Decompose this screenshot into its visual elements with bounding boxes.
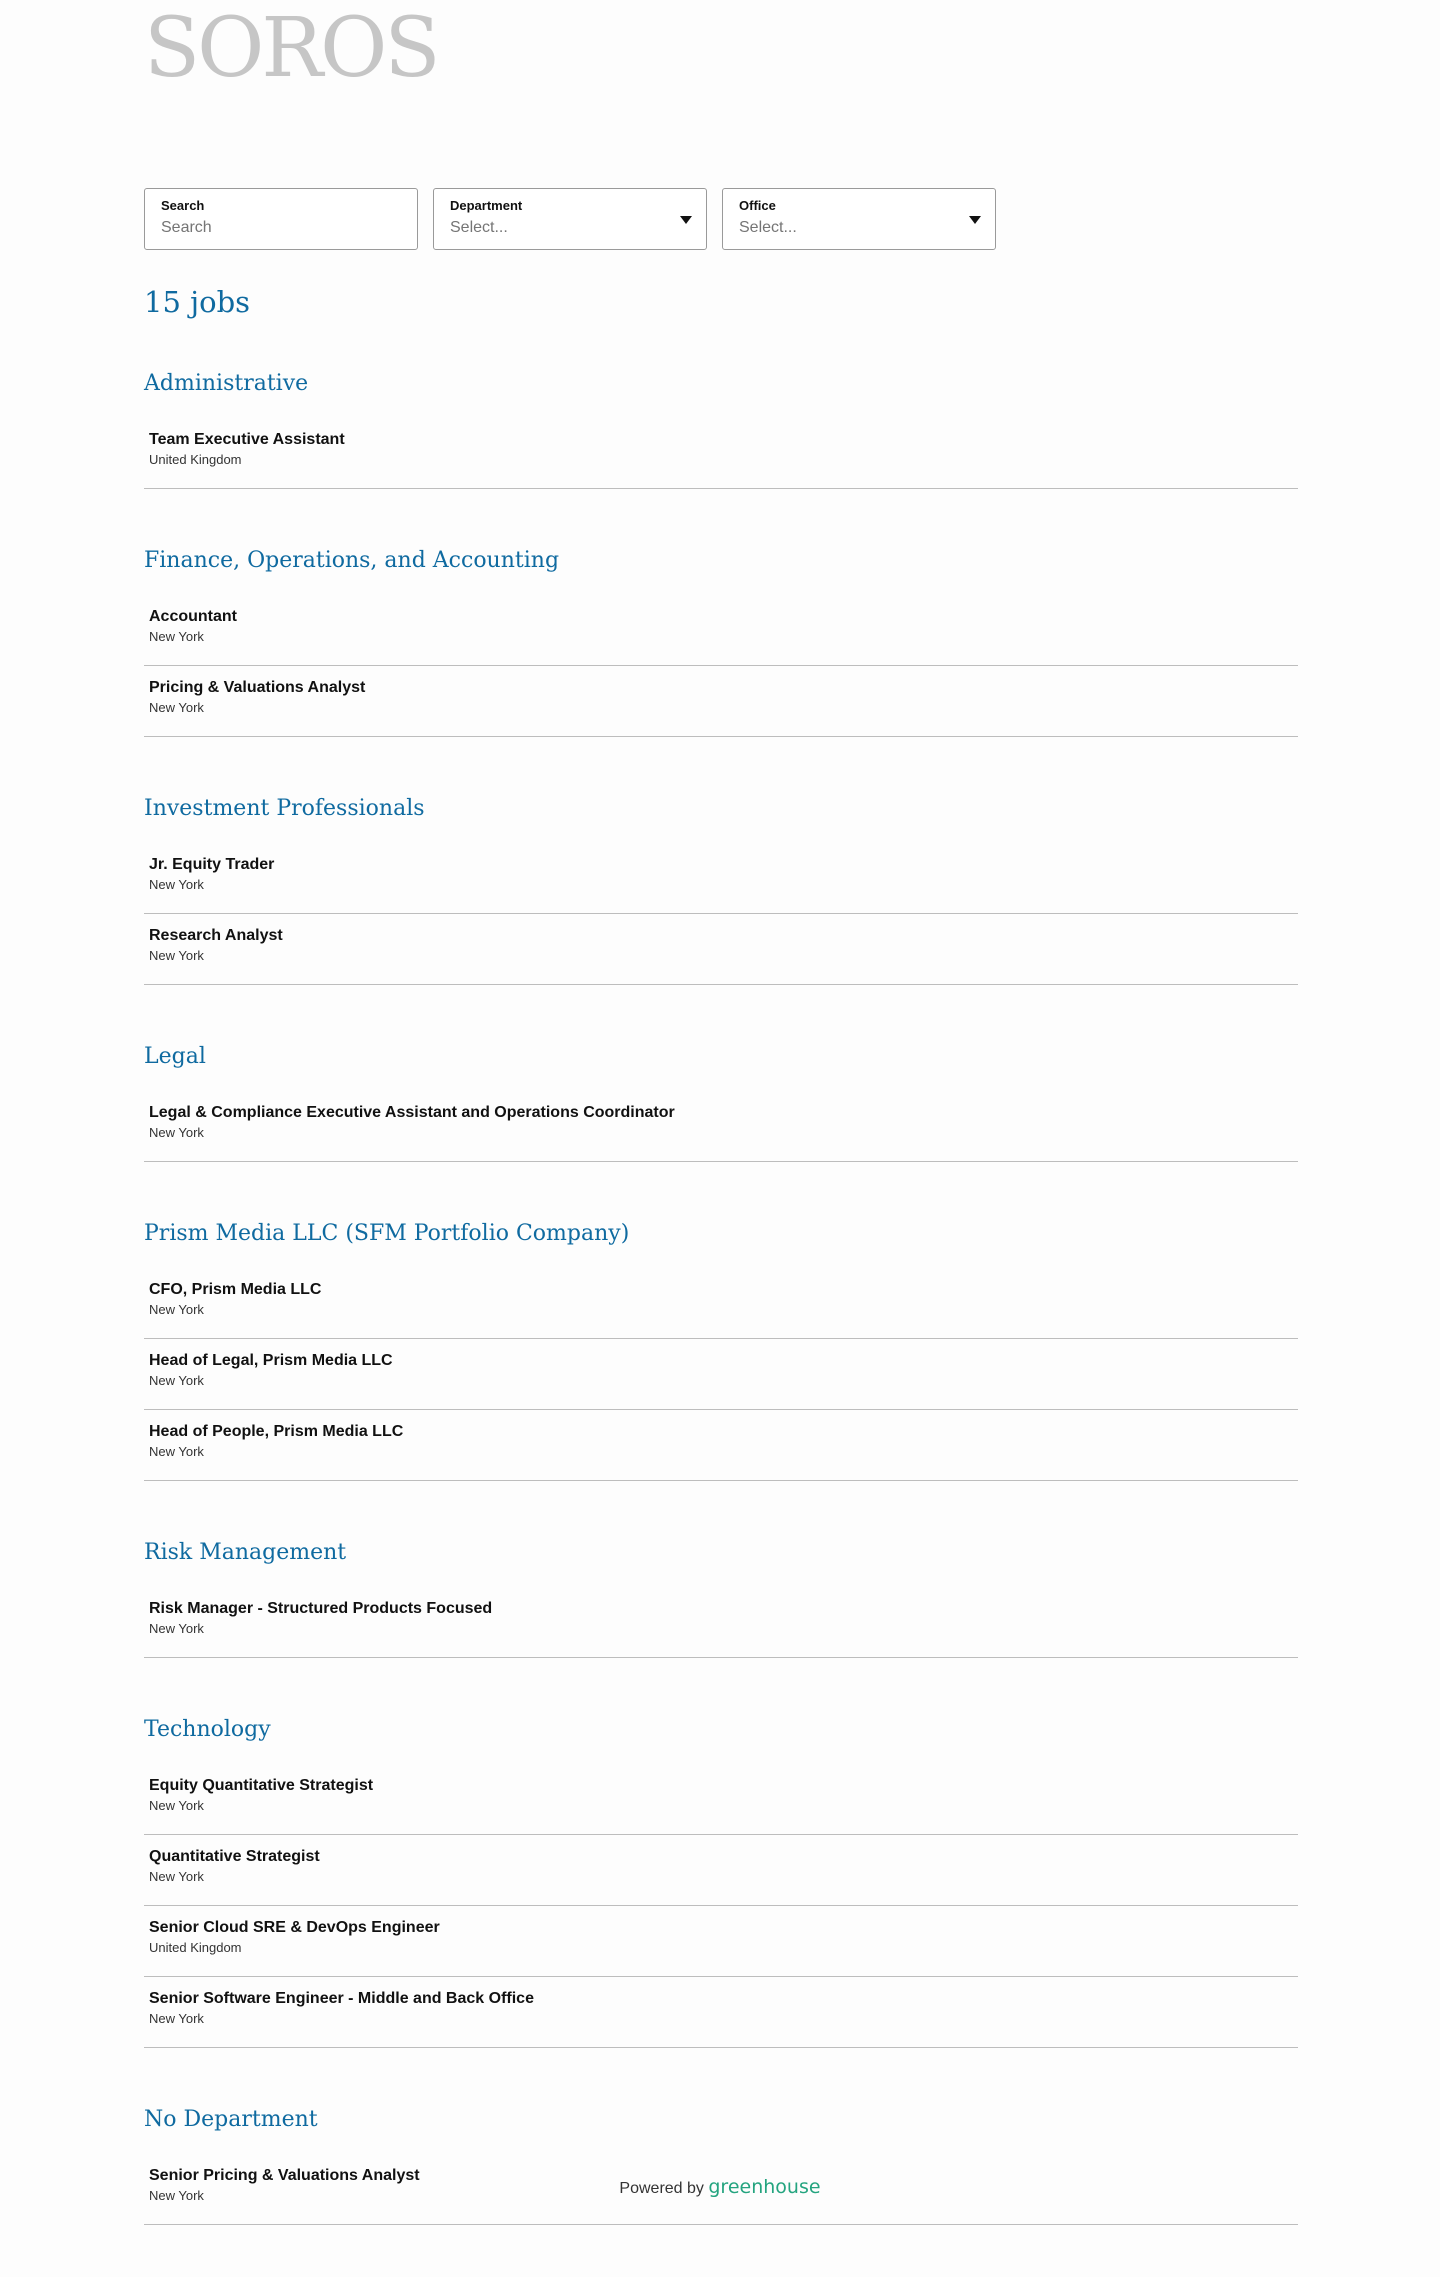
job-posting[interactable] [144,914,1298,985]
chevron-down-icon[interactable] [680,216,692,224]
department-title: Legal [144,1044,206,1069]
department-title: No Department [144,2107,318,2132]
job-posting[interactable] [144,1977,1298,2048]
job-location: New York [149,2188,204,2203]
job-location: New York [149,948,204,963]
job-title-link[interactable]: Jr. Equity Trader [149,856,275,873]
job-title-link[interactable]: Quantitative Strategist [149,1848,320,1865]
job-title-link[interactable]: Equity Quantitative Strategist [149,1777,374,1794]
job-posting[interactable] [144,1906,1298,1977]
filter-bar [144,188,996,250]
job-title-link[interactable]: Research Analyst [149,927,283,944]
job-posting[interactable] [144,1339,1298,1410]
job-list [144,1764,1298,2048]
department-title: Technology [144,1717,271,1742]
job-posting[interactable] [144,843,1298,914]
department-section [144,1710,1298,2048]
job-title-link[interactable]: Team Executive Assistant [149,431,345,448]
department-section [144,1214,1298,1481]
powered-by-text: Powered by [619,2180,704,2197]
footer [0,2176,1440,2198]
job-title-link[interactable]: Head of People, Prism Media LLC [149,1423,404,1440]
job-title-link[interactable]: Senior Software Engineer - Middle and Back Office [149,1990,534,2007]
job-title-link[interactable]: Senior Cloud SRE & DevOps Engineer [149,1919,440,1936]
job-location: New York [149,1373,204,1388]
job-list [144,1268,1298,1481]
job-posting[interactable] [144,1410,1298,1481]
job-title-link[interactable]: Accountant [149,608,237,625]
job-location: United Kingdom [149,1940,242,1955]
department-list [144,364,1298,2277]
department-select[interactable] [433,188,707,250]
department-section [144,789,1298,985]
job-location: New York [149,2011,204,2026]
job-location: New York [149,1621,204,1636]
job-location: New York [149,629,204,644]
job-location: New York [149,1125,204,1140]
job-location: New York [149,1798,204,1813]
job-posting[interactable] [144,1587,1298,1658]
department-section [144,1533,1298,1658]
job-location: New York [149,877,204,892]
job-title-link[interactable]: Legal & Compliance Executive Assistant and Operations Coordinator [149,1104,675,1121]
job-posting[interactable] [144,1268,1298,1339]
department-section [144,541,1298,737]
job-title-link[interactable]: Pricing & Valuations Analyst [149,679,366,696]
office-label: Office [739,198,776,213]
job-location: New York [149,1444,204,1459]
job-title-link[interactable]: CFO, Prism Media LLC [149,1281,322,1298]
job-posting[interactable] [144,418,1298,489]
department-label: Department [450,198,523,213]
job-location: United Kingdom [149,452,242,467]
job-list [144,595,1298,737]
job-list [144,1587,1298,1658]
job-list [144,418,1298,489]
department-section [144,364,1298,489]
job-location: New York [149,700,204,715]
job-posting[interactable] [144,666,1298,737]
company-logo[interactable]: SOROS [144,1,438,96]
job-posting[interactable] [144,1835,1298,1906]
office-value[interactable]: Select... [739,219,797,236]
job-list [144,843,1298,985]
search-input[interactable]: Search [161,219,212,236]
office-select[interactable] [722,188,996,250]
search-field[interactable] [144,188,418,250]
department-title: Risk Management [144,1540,347,1565]
job-count: 15 jobs [144,285,251,319]
job-location: New York [149,1302,204,1317]
department-title: Prism Media LLC (SFM Portfolio Company) [144,1221,630,1246]
job-title-link[interactable]: Senior Pricing & Valuations Analyst [149,2167,420,2184]
department-title: Investment Professionals [144,796,425,821]
job-posting[interactable] [144,595,1298,666]
department-value[interactable]: Select... [450,219,508,236]
job-posting[interactable] [144,1091,1298,1162]
department-section [144,2100,1298,2225]
department-title: Finance, Operations, and Accounting [144,548,560,573]
job-title-link[interactable]: Risk Manager - Structured Products Focused [149,1600,493,1617]
greenhouse-logo[interactable]: greenhouse [708,2176,821,2198]
job-list [144,1091,1298,1162]
job-posting[interactable] [144,1764,1298,1835]
chevron-down-icon[interactable] [969,216,981,224]
search-label: Search [161,198,205,213]
department-section [144,1037,1298,1162]
department-title: Administrative [144,371,309,396]
job-location: New York [149,1869,204,1884]
job-title-link[interactable]: Head of Legal, Prism Media LLC [149,1352,393,1369]
